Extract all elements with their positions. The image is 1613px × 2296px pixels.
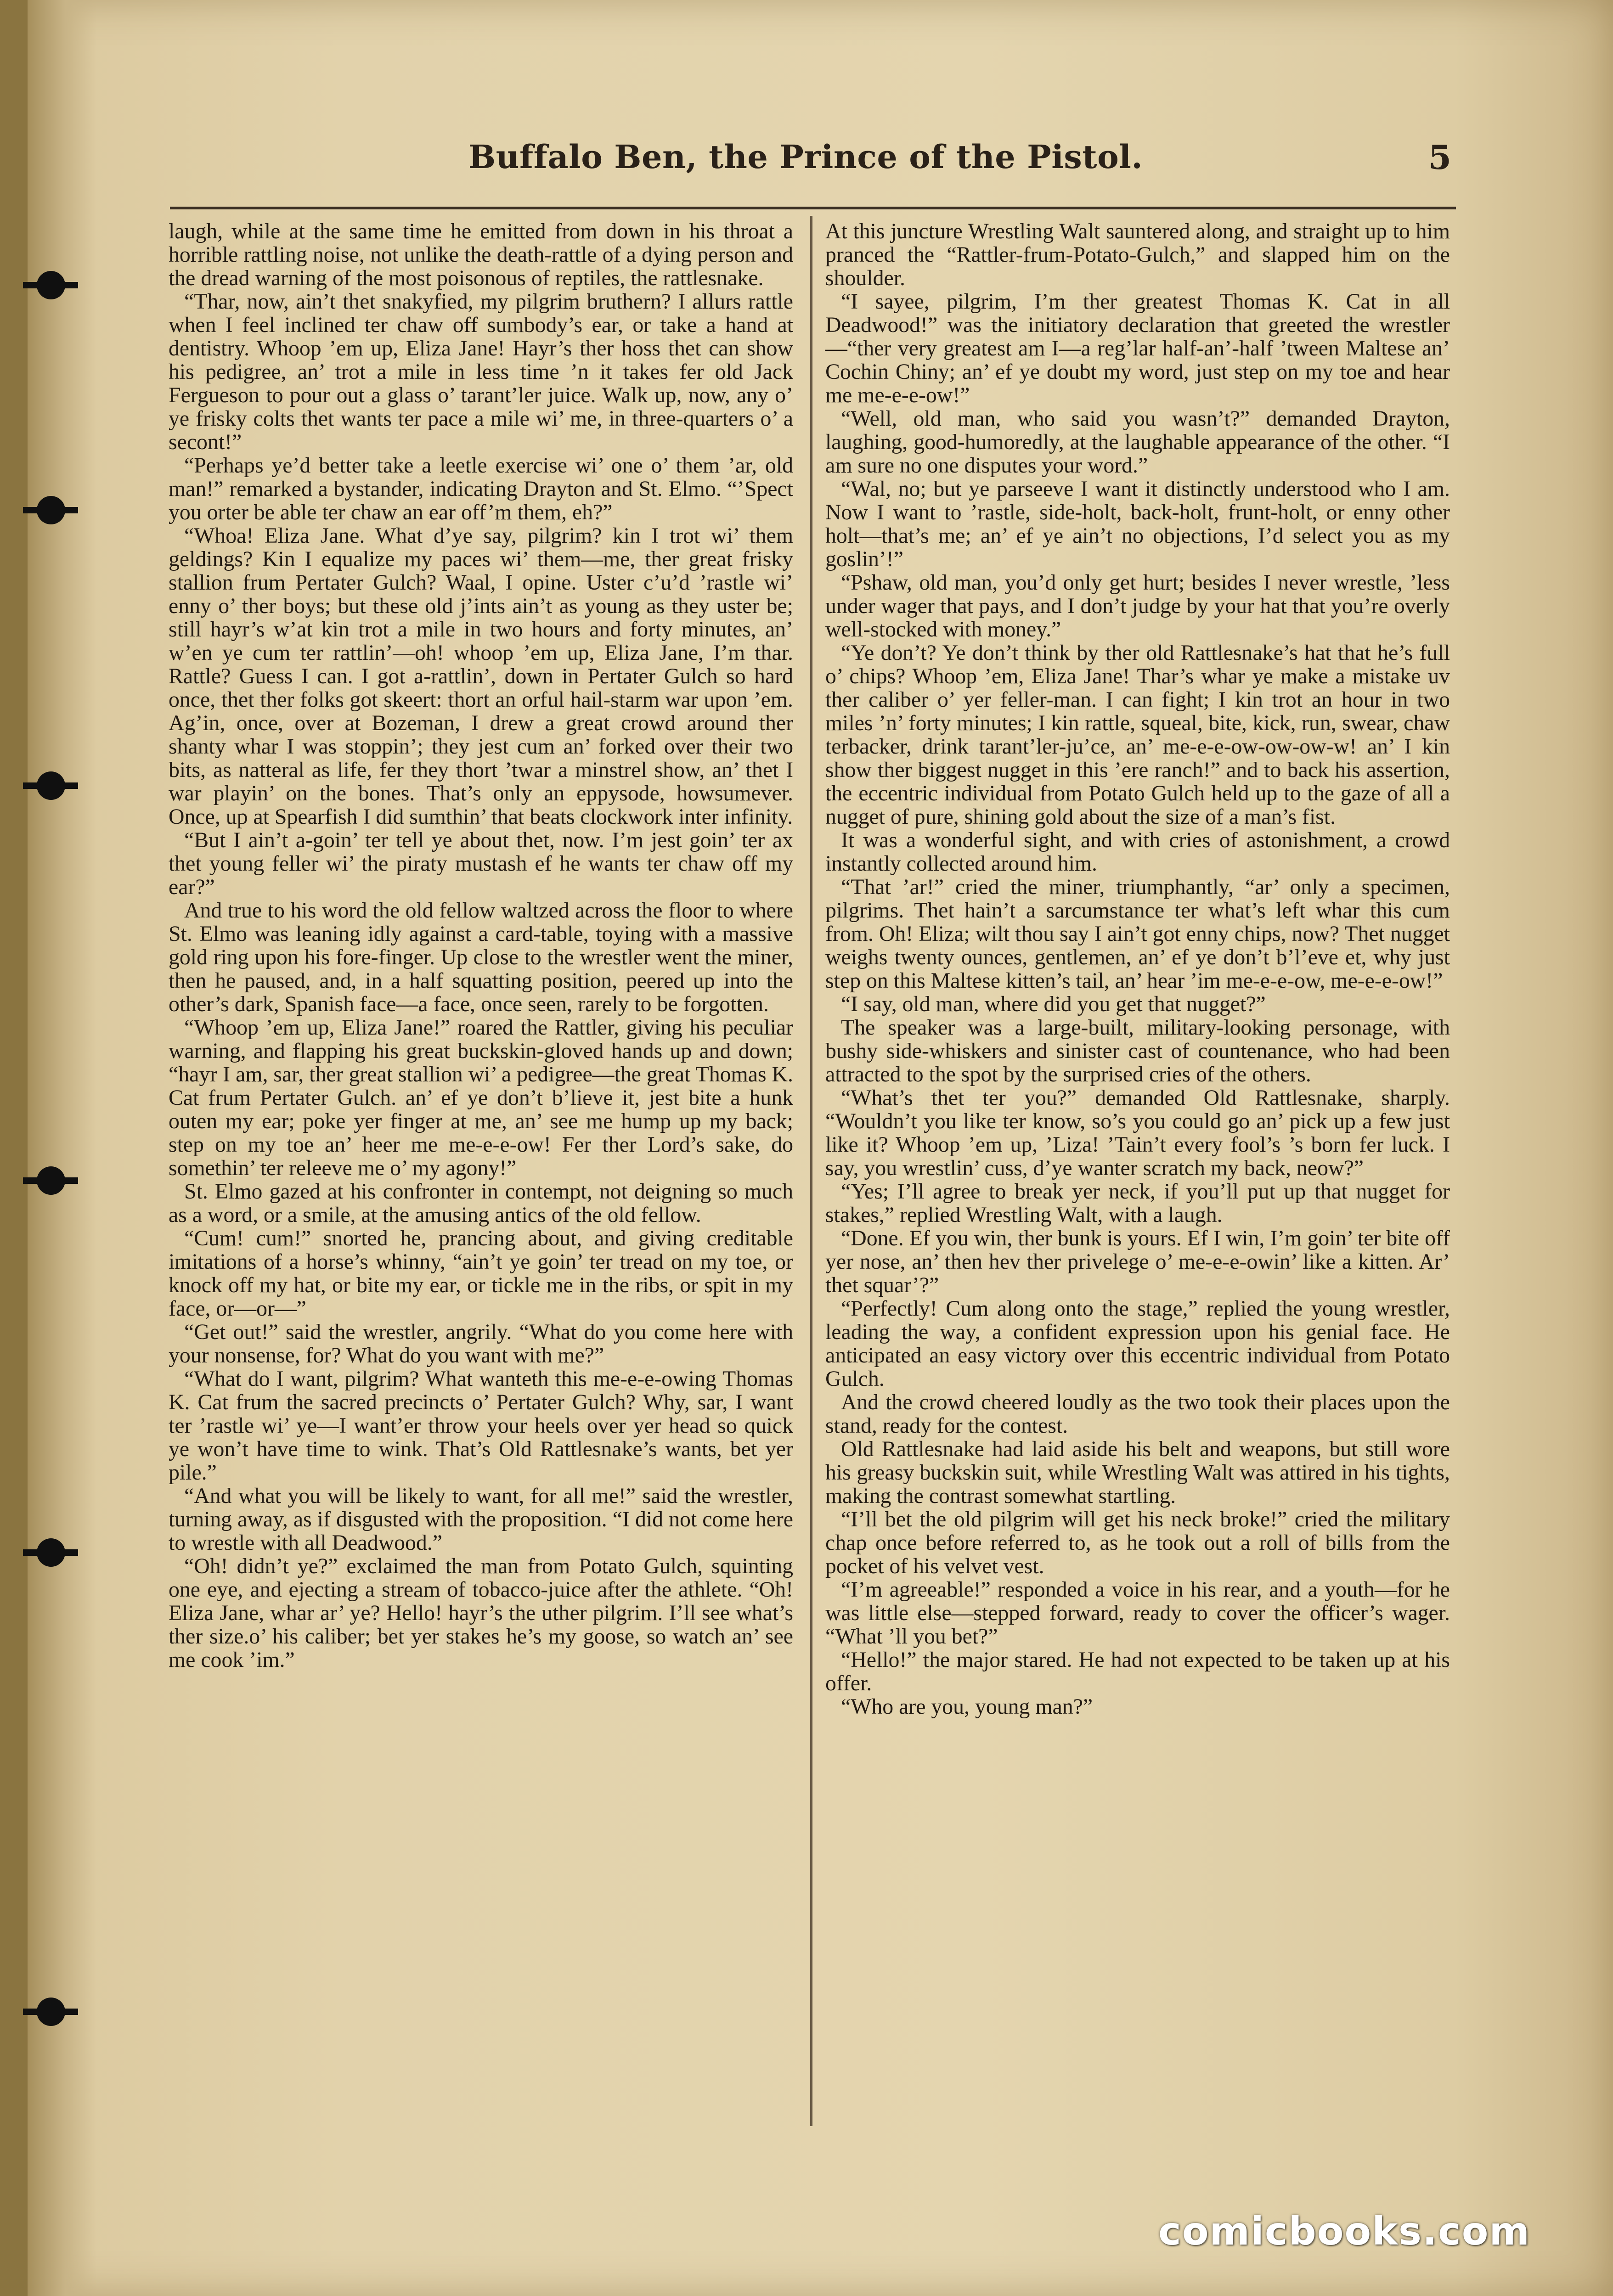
paragraph: “Yes; I’ll agree to break yer neck, if you’ll put up that nugget for stakes,” replied Wrestling Walt, with a laugh. <box>825 1179 1450 1227</box>
paragraph: “Well, old man, who said you wasn’t?” demanded Drayton, laughing, good-humoredly, at the laughable appearance of the other. “I am sure no one disputes your word.” <box>825 406 1450 478</box>
binding-hole-icon <box>37 271 65 299</box>
page-number: 5 <box>1428 138 1452 177</box>
paragraph: “Cum! cum!” snorted he, prancing about, and giving creditable imitations of a horse’s whinny, “ain’t ye goin’ ter tread on my toe, or knock off my hat, or bite my ear, or tickle me in the ribs, or spit in my face, or—or—” <box>169 1226 793 1321</box>
paragraph: “Pshaw, old man, you’d only get hurt; besides I never wrestle, ’less under wager that pays, and I don’t judge by your hat that you’re overly well-stocked with money.” <box>825 570 1450 642</box>
left-column <box>169 219 793 1671</box>
paragraph: “Perhaps ye’d better take a leetle exercise wi’ one o’ them ’ar, old man!” remarked a bystander, indicating Drayton and St. Elmo. “’Spect you orter be able ter chaw an ear off’m them, eh?” <box>169 453 793 524</box>
right-column <box>825 219 1450 1718</box>
paragraph: “Perfectly! Cum along onto the stage,” replied the young wrestler, leading the way, a confident expression upon his genial face. He anticipated an easy victory over this eccentric individual from Potato Gulch. <box>825 1296 1450 1391</box>
page-binding <box>28 0 96 2296</box>
paragraph: “Whoop ’em up, Eliza Jane!” roared the Rattler, giving his peculiar warning, and flapping his great buckskin-gloved hands up and down; “hayr I am, sar, ther great stallion wi’ a pedigree—the great Thomas K. Cat frum Pertater Gulch. an’ ef ye don’t b’lieve it, jest bite a hunk outen my ear; poke yer finger at me, an’ see me hump up my back; step on my toe an’ heer me me-e-e-ow! Fer ther Lord’s sake, do somethin’ ter releeve me o’ my agony!” <box>169 1015 793 1180</box>
paragraph: And the crowd cheered loudly as the two took their places upon the stand, ready for the contest. <box>825 1390 1450 1438</box>
paragraph: “Hello!” the major stared. He had not expected to be taken up at his offer. <box>825 1648 1450 1695</box>
paragraph: “Get out!” said the wrestler, angrily. “What do you come here with your nonsense, for? What do you want with me?” <box>169 1320 793 1367</box>
paragraph: “Ye don’t? Ye don’t think by ther old Rattlesnake’s hat that he’s full o’ chips? Whoop ’em, Eliza Jane! Thar’s whar ye make a mistake uv ther caliber o’ yer feller-man. I can fight; I kin trot an hour in two miles ’n’ forty minutes; I kin rattle, squeal, bite, kick, run, swear, chaw terbacker, drink tarant’ler-ju’ce, an’ me-e-e-ow-ow-ow-w! an’ I kin show ther biggest nugget in this ’ere ranch!” and to back his assertion, the eccentric individual from Potato Gulch held up to the gaze of all a nugget of pure, shining gold about the size of a man’s fist. <box>825 641 1450 829</box>
paragraph: “But I ain’t a-goin’ ter tell ye about thet, now. I’m jest goin’ ter ax thet young feller wi’ the piraty mustash ef he wants ter chaw off my ear?” <box>169 828 793 899</box>
running-header: Buffalo Ben, the Prince of the Pistol. <box>468 138 1143 176</box>
paragraph: “Done. Ef you win, ther bunk is yours. Ef I win, I’m goin’ ter bite off yer nose, an’ then hev ther privelege o’ me-e-e-owin’ like a kitten. Ar’ thet squar’?” <box>825 1226 1450 1297</box>
paragraph: “I’m agreeable!” responded a voice in his rear, and a youth—for he was little else—stepped forward, ready to cover the officer’s wager. “What ’ll you bet?” <box>825 1577 1450 1649</box>
paragraph: The speaker was a large-built, military-looking personage, with bushy side-whiskers and sinister cast of countenance, who had been attracted to the spot by the surprised cries of the others. <box>825 1015 1450 1086</box>
paragraph: St. Elmo gazed at his confronter in contempt, not deigning so much as a word, or a smile, at the amusing antics of the old fellow. <box>169 1179 793 1227</box>
watermark: comicbooks.com <box>1158 2209 1530 2254</box>
paragraph: “That ’ar!” cried the miner, triumphantly, “ar’ only a specimen, pilgrims. Thet hain’t a sarcumstance ter what’s left whar this cum from. Oh! Eliza; wilt thou say I ain’t got enny chips, now? Thet nugget weighs twenty ounces, gentlemen, an’ ef ye don’t b’l’eve et, why just step on this Maltese kitten’s tail, an’ hear ’im me-e-e-ow, me-e-e-ow!” <box>825 875 1450 993</box>
binding-hole-icon <box>37 1166 65 1195</box>
binding-hole-icon <box>37 1998 65 2026</box>
paragraph: “I’ll bet the old pilgrim will get his neck broke!” cried the military chap once before referred to, as he took out a roll of bills from the pocket of his velvet vest. <box>825 1507 1450 1578</box>
paragraph: “Who are you, young man?” <box>841 1694 1093 1719</box>
paragraph: “Wal, no; but ye parseeve I want it distinctly understood who I am. Now I want to ’rastle, side-holt, back-holt, frunt-holt, or enny other holt—that’s me; an’ ef ye ain’t no objections, I’d select you as my goslin’!” <box>825 477 1450 571</box>
binding-hole-icon <box>37 496 65 524</box>
paragraph: “Thar, now, ain’t thet snakyfied, my pilgrim bruthern? I allurs rattle when I feel inclined ter chaw off sumbody’s ear, or take a hand at dentistry. Whoop ’em up, Eliza Jane! Hayr’s ther hoss thet can show his pedigree, an’ trot a mile in less time ’n it takes fer old Jack Fergueson to pour out a glass o’ tarant’ler juice. Walk up, now, any o’ ye frisky colts thet wants ter pace a mile wi’ me, in three-quarters o’ a secont!” <box>169 289 793 454</box>
paragraph: “What’s thet ter you?” demanded Old Rattlesnake, sharply. “Wouldn’t you like ter know, so’s you could go an’ pick up a few just like it? Whoop ’em up, ’Liza! ’Tain’t every fool’s ’s born fer luck. I say, you wrestlin’ cuss, d’ye wanter scratch my back, neow?” <box>825 1086 1450 1180</box>
binding-hole-icon <box>37 771 65 800</box>
paragraph: laugh, while at the same time he emitted from down in his throat a horrible rattling noise, not unlike the death-rattle of a dying person and the dread warning of the most poisonous of reptiles, the rattlesnake. <box>169 219 793 290</box>
paragraph: “What do I want, pilgrim? What wanteth this me-e-e-owing Thomas K. Cat frum the sacred precincts o’ Pertater Gulch? Why, sar, I want ter ’rastle wi’ ye—I want’er throw your heels over yer head so quick ye won’t have time to wink. That’s Old Rattlesnake’s wants, bet yer pile.” <box>169 1367 793 1485</box>
paragraph: “I sayee, pilgrim, I’m ther greatest Thomas K. Cat in all Deadwood!” was the initiatory declaration that greeted the wrestler—“ther very greatest am I—a reg’lar half-an’-half ’tween Maltese an’ Cochin Chiny; an’ ef ye doubt my word, just step on my toe and hear me me-e-e-ow!” <box>825 289 1450 407</box>
column-divider <box>810 216 812 2126</box>
paragraph: “Whoa! Eliza Jane. What d’ye say, pilgrim? kin I trot wi’ them geldings? Kin I equalize my paces wi’ them—me, ther great frisky stallion frum Pertater Gulch? Waal, I opine. Uster c’u’d ’rastle wi’ enny o’ ther boys; but these old j’ints ain’t as young as they uster be; still hayr’s w’at kin trot a mile in two hours and forty minutes, an’ w’en ye cum ter rattlin’—oh! whoop ’em up, Eliza Jane, I’m thar. Rattle? Guess I can. I got a-rattlin’, down in Pertater Gulch so hard once, thet ther folks got skeert: thort an orful hail-starm war upon ’em. Ag’in, once, over at Bozeman, I drew a great crowd around ther shanty whar I was stoppin’; they jest cum an’ forked over their two bits, as natteral as life, fer they thort ’twar a minstrel show, an’ thet I war playin’ on the bones. That’s only an eppysode, howsumever. Once, up at Spearfish I did sumthin’ that beats clockwork inter infinity. <box>169 523 793 829</box>
paragraph: “And what you will be likely to want, for all me!” said the wrestler, turning away, as if disgusted with the proposition. “I did not come here to wrestle with all Deadwood.” <box>169 1484 793 1555</box>
paragraph: And true to his word the old fellow waltzed across the floor to where St. Elmo was leaning idly against a card-table, toying with a massive gold ring upon his fore-finger. Up close to the wrestler went the miner, then he paused, and, in a half squatting position, peered up into the other’s dark, Spanish face—a face, once seen, rarely to be forgotten. <box>169 898 793 1016</box>
paragraph: “I say, old man, where did you get that nugget?” <box>841 992 1266 1016</box>
paragraph: It was a wonderful sight, and with cries of astonishment, a crowd instantly collected around him. <box>825 828 1450 876</box>
paragraph: At this juncture Wrestling Walt sauntered along, and straight up to him pranced the “Rattler-frum-Potato-Gulch,” and slapped him on the shoulder. <box>825 219 1450 290</box>
paragraph: “Oh! didn’t ye?” exclaimed the man from Potato Gulch, squinting one eye, and ejecting a stream of tobacco-juice after the athlete. “Oh! Eliza Jane, whar ar’ ye? Hello! hayr’s the uther pilgrim. I’ll see what’s ther size.o’ his caliber; bet yer stakes he’s my goose, so watch an’ see me cook ’im.” <box>169 1554 793 1672</box>
paragraph: Old Rattlesnake had laid aside his belt and weapons, but still wore his greasy buckskin suit, while Wrestling Walt was attired in his tights, making the contrast somewhat startling. <box>825 1437 1450 1508</box>
header-rule <box>170 207 1456 209</box>
binding-hole-icon <box>37 1538 65 1567</box>
